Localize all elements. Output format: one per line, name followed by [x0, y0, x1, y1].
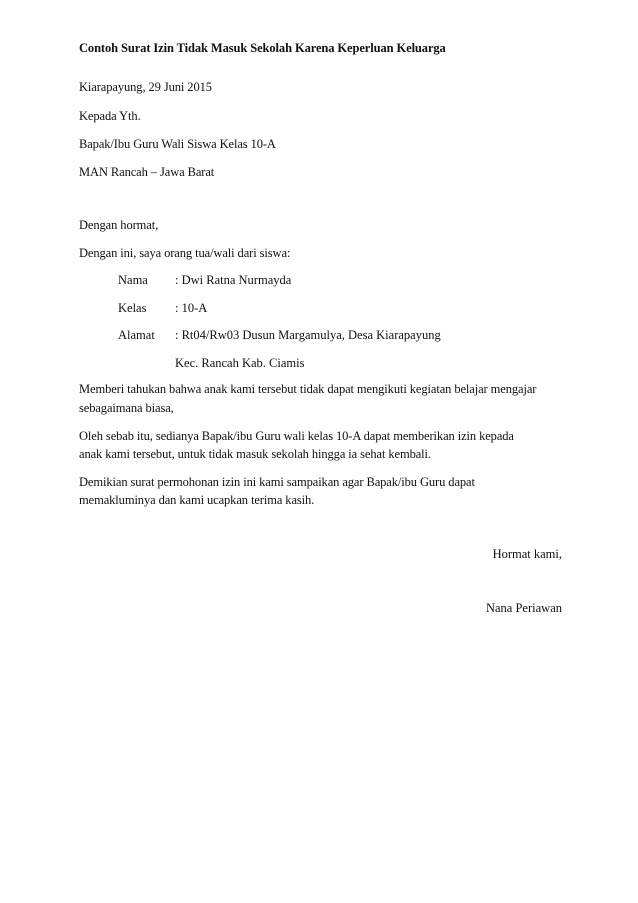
- intro-text: Dengan ini, saya orang tua/wali dari siswa:: [79, 246, 291, 260]
- letter-title: Contoh Surat Izin Tidak Masuk Sekolah Karena Keperluan Keluarga: [79, 41, 446, 55]
- paragraph-1-line-1: Memberi tahukan bahwa anak kami tersebut tidak dapat mengikuti kegiatan belajar mengajar: [79, 382, 537, 396]
- paragraph-2-line-1: Oleh sebab itu, sedianya Bapak/ibu Guru wali kelas 10-A dapat memberikan izin kepada: [79, 429, 514, 443]
- student-address-label: Alamat: [118, 328, 155, 342]
- recipient-line-3: MAN Rancah – Jawa Barat: [79, 165, 215, 179]
- greeting: Dengan hormat,: [79, 218, 159, 232]
- student-class-value: : 10-A: [175, 301, 208, 315]
- paragraph-3-line-1: Demikian surat permohonan izin ini kami sampaikan agar Bapak/ibu Guru dapat: [79, 475, 475, 489]
- recipient-line-1: Kepada Yth.: [79, 109, 141, 123]
- student-name-value: : Dwi Ratna Nurmayda: [175, 273, 292, 287]
- paragraph-3-line-2: memakluminya dan kami ucapkan terima kasih.: [79, 493, 315, 507]
- student-address-value-1: : Rt04/Rw03 Dusun Margamulya, Desa Kiarapayung: [175, 328, 441, 342]
- student-class-label: Kelas: [118, 301, 147, 315]
- paragraph-1-line-2: sebagaimana biasa,: [79, 401, 174, 415]
- signature-name: Nana Periawan: [485, 601, 562, 615]
- student-name-label: Nama: [118, 273, 148, 287]
- place-date: Kiarapayung, 29 Juni 2015: [79, 80, 212, 94]
- recipient-line-2: Bapak/Ibu Guru Wali Siswa Kelas 10-A: [79, 137, 276, 151]
- closing-salutation: Hormat kami,: [492, 547, 562, 561]
- paragraph-2-line-2: anak kami tersebut, untuk tidak masuk sekolah hingga ia sehat kembali.: [79, 447, 431, 461]
- student-address-value-2: Kec. Rancah Kab. Ciamis: [175, 356, 305, 370]
